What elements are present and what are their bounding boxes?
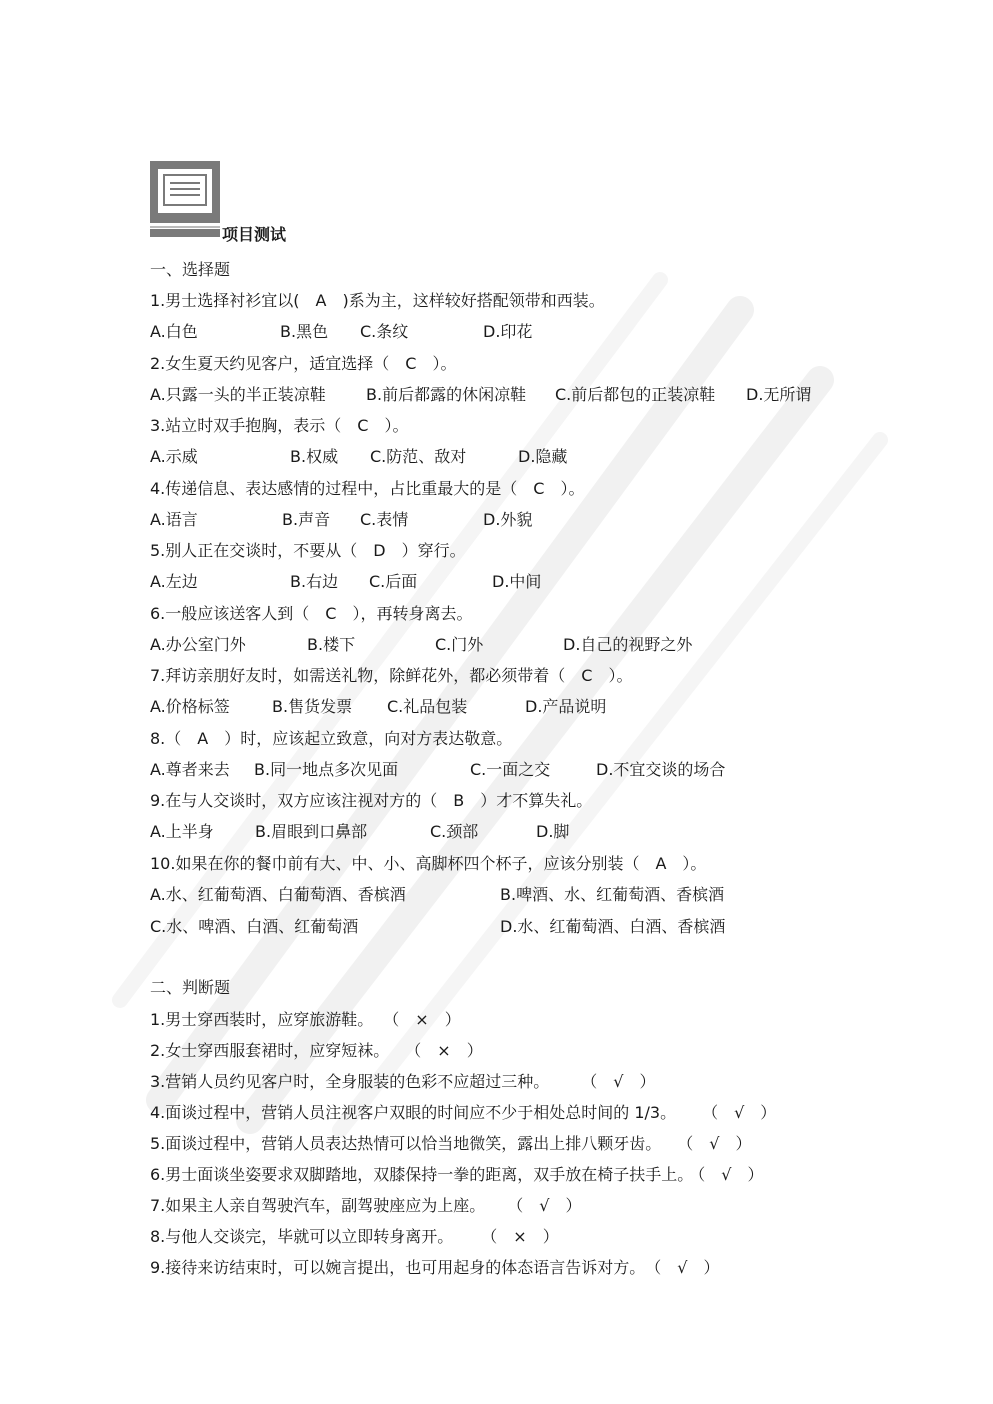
judge-item — [150, 1102, 776, 1124]
choice-options — [150, 571, 850, 593]
judge-question: 4.面谈过程中，营销人员注视客户双眼的时间应不少于相处总时间的 1/3。 — [150, 1103, 677, 1122]
judge-item — [150, 1071, 655, 1093]
choice-option: B.同一地点多次见面 — [254, 760, 399, 779]
choice-options — [150, 916, 850, 938]
choice-option: D.中间 — [492, 572, 542, 591]
choice-option: A.只露一头的半正装凉鞋 — [150, 385, 326, 404]
judge-question: 1.男士穿西装时，应穿旅游鞋。 — [150, 1010, 374, 1029]
judge-item — [150, 1257, 719, 1279]
choice-option: B.售货发票 — [272, 697, 353, 716]
judge-item — [150, 1009, 461, 1031]
choice-question: 4.传递信息、表达感情的过程中，占比重最大的是（ C ）。 — [150, 479, 585, 498]
section-title-choice: 一、选择题 — [150, 260, 231, 279]
choice-option: C.前后都包的正装凉鞋 — [555, 385, 716, 404]
choice-options — [150, 759, 850, 781]
choice-option: C.门外 — [435, 635, 484, 654]
choice-option: B.啤酒、水、红葡萄酒、香槟酒 — [500, 885, 725, 904]
choice-option: D.印花 — [483, 322, 533, 341]
choice-option: C.防范、敌对 — [370, 447, 467, 466]
choice-option: A.上半身 — [150, 822, 214, 841]
judge-answer: （ × ） — [489, 1227, 559, 1246]
choice-option: C.一面之交 — [470, 760, 551, 779]
judge-answer: （ × ） — [391, 1010, 461, 1029]
judge-question: 3.营销人员约见客户时，全身服装的色彩不应超过三种。 — [150, 1072, 550, 1091]
judge-item — [150, 1226, 559, 1248]
choice-option: B.黑色 — [280, 322, 329, 341]
choice-option: D.不宜交谈的场合 — [596, 760, 726, 779]
judge-question: 7.如果主人亲自驾驶汽车，副驾驶座应为上座。 — [150, 1196, 486, 1215]
choice-options — [150, 634, 850, 656]
choice-option: C.礼品包装 — [387, 697, 468, 716]
choice-option: D.外貌 — [483, 510, 533, 529]
choice-question: 2.女生夏天约见客户，适宜选择（ C ）。 — [150, 354, 457, 373]
choice-question: 10.如果在你的餐巾前有大、中、小、高脚杯四个杯子，应该分别装（ A ）。 — [150, 854, 707, 873]
choice-option: D.产品说明 — [525, 697, 607, 716]
choice-options — [150, 884, 850, 906]
choice-option: B.声音 — [282, 510, 331, 529]
choice-option: B.前后都露的休闲凉鞋 — [366, 385, 527, 404]
judge-answer: （ × ） — [413, 1041, 483, 1060]
choice-question: 1.男士选择衬衫宜以( A )系为主，这样较好搭配领带和西装。 — [150, 291, 605, 310]
choice-question: 3.站立时双手抱胸，表示（ C ）。 — [150, 416, 409, 435]
choice-option: A.价格标签 — [150, 697, 230, 716]
choice-question: 7.拜访亲朋好友时，如需送礼物，除鲜花外，都必须带着（ C ）。 — [150, 666, 633, 685]
judge-answer: （ √ ） — [653, 1258, 720, 1277]
choice-option: D.隐藏 — [518, 447, 568, 466]
section-title-judge: 二、判断题 — [150, 978, 231, 997]
choice-option: D.无所谓 — [746, 385, 812, 404]
judge-question: 2.女士穿西服套裙时，应穿短袜。 — [150, 1041, 390, 1060]
choice-option: D.水、红葡萄酒、白酒、香槟酒 — [500, 917, 726, 936]
judge-question: 8.与他人交谈完，毕就可以立即转身离开。 — [150, 1227, 454, 1246]
watermark-stripes — [100, 240, 900, 1140]
choice-option: C.表情 — [360, 510, 409, 529]
choice-option: A.水、红葡萄酒、白葡萄酒、香槟酒 — [150, 885, 406, 904]
choice-question: 6.一般应该送客人到（ C ），再转身离去。 — [150, 604, 473, 623]
choice-option: A.白色 — [150, 322, 198, 341]
judge-answer: （ √ ） — [697, 1165, 764, 1184]
judge-answer: （ √ ） — [710, 1103, 777, 1122]
judge-question: 5.面谈过程中，营销人员表达热情可以恰当地微笑，露出上排八颗牙齿。 — [150, 1134, 662, 1153]
choice-options — [150, 509, 850, 531]
judge-answer: （ √ ） — [685, 1134, 752, 1153]
judge-item — [150, 1133, 751, 1155]
choice-option: B.眉眼到口鼻部 — [255, 822, 368, 841]
choice-options — [150, 384, 850, 406]
computer-monitor-icon — [150, 161, 222, 239]
judge-item — [150, 1195, 581, 1217]
choice-options — [150, 821, 850, 843]
choice-question: 9.在与人交谈时，双方应该注视对方的（ B ）才不算失礼。 — [150, 791, 593, 810]
judge-item — [150, 1040, 483, 1062]
judge-question: 6.男士面谈坐姿要求双脚踏地，双膝保持一拳的距离，双手放在椅子扶手上。 — [150, 1165, 694, 1184]
choice-options — [150, 446, 850, 468]
choice-question: 8.（ A ）时，应该起立致意，向对方表达敬意。 — [150, 729, 513, 748]
judge-answer: （ √ ） — [515, 1196, 582, 1215]
judge-question: 9.接待来访结束时，可以婉言提出，也可用起身的体态语言告诉对方。 — [150, 1258, 646, 1277]
choice-option: A.语言 — [150, 510, 198, 529]
choice-option: B.权威 — [290, 447, 339, 466]
choice-option: B.楼下 — [307, 635, 356, 654]
page-title: 项目测试 — [222, 225, 287, 244]
choice-option: A.左边 — [150, 572, 198, 591]
choice-option: B.右边 — [290, 572, 339, 591]
choice-option: D.自己的视野之外 — [563, 635, 693, 654]
choice-option: C.条纹 — [360, 322, 409, 341]
choice-options — [150, 321, 850, 343]
choice-question: 5.别人正在交谈时，不要从（ D ）穿行。 — [150, 541, 466, 560]
choice-option: A.办公室门外 — [150, 635, 246, 654]
choice-option: C.颈部 — [430, 822, 479, 841]
judge-item — [150, 1164, 763, 1186]
choice-option: C.后面 — [369, 572, 418, 591]
choice-option: A.示威 — [150, 447, 198, 466]
choice-option: D.脚 — [536, 822, 570, 841]
judge-answer: （ √ ） — [589, 1072, 656, 1091]
choice-options — [150, 696, 850, 718]
choice-option: A.尊者来去 — [150, 760, 230, 779]
choice-option: C.水、啤酒、白酒、红葡萄酒 — [150, 917, 359, 936]
